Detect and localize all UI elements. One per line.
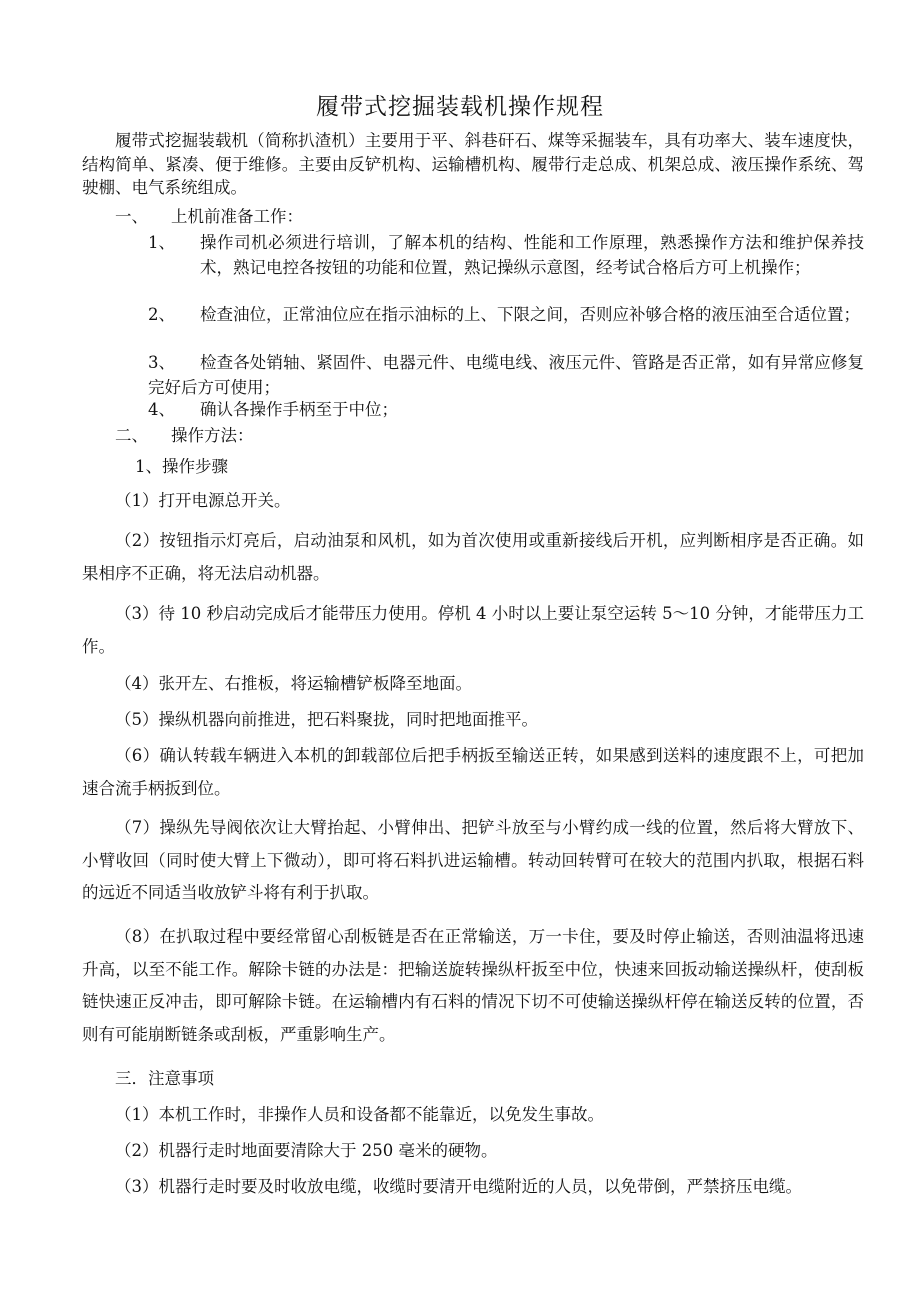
section-2-heading xyxy=(115,424,254,448)
prep-item-2 xyxy=(148,303,864,328)
step-2: （2）按钮指示灯亮后，启动油泵和风机，如为首次使用或重新接线后开机，应判断相序是否正确。如果相序不正确，将无法启动机器。 xyxy=(82,531,864,583)
prep-item-text: 操作司机必须进行培训，了解本机的结构、性能和工作原理，熟悉操作方法和维护保养技术，熟记电控各按钮的功能和位置，熟记操纵示意图，经考试合格后方可上机操作； xyxy=(200,233,864,277)
step-4: （4）张开左、右推板，将运输槽铲板降至地面。 xyxy=(115,674,472,693)
prep-item-number: 3、 xyxy=(148,353,175,372)
prep-item-text: 检查油位，正常油位应在指示油标的上、下限之间，否则应补够合格的液压油至合适位置； xyxy=(200,305,860,324)
notice-1: （1）本机工作时，非操作人员和设备都不能靠近，以免发生事故。 xyxy=(115,1105,604,1124)
intro-paragraph: 履带式挖掘装载机（简称扒渣机）主要用于平、斜巷矸石、煤等采掘装车，具有功率大、装车速度快，结构简单、紧凑、便于维修。主要由反铲机构、运输槽机构、履带行走总成、机架总成、液压操作系统、驾驶棚、电气系统组成。 xyxy=(82,131,864,197)
section-2-number: 二、 xyxy=(115,426,148,445)
section-3-heading: 三．注意事项 xyxy=(115,1069,214,1088)
step-3: （3）待 10 秒启动完成后才能带压力使用。停机 4 小时以上要让泵空运转 5～10 分钟，才能带压力工作。 xyxy=(82,604,864,656)
section-2-title: 操作方法： xyxy=(171,426,254,445)
prep-item-text: 确认各操作手柄至于中位； xyxy=(200,400,398,419)
prep-item-number: 1、 xyxy=(148,233,175,252)
subsection-heading: 1、操作步骤 xyxy=(135,457,228,476)
step-7: （7）操纵先导阀依次让大臂抬起、小臂伸出、把铲斗放至与小臂约成一线的位置，然后将大臂放下、小臂收回（同时使大臂上下微动），即可将石料扒进运输槽。转动回转臂可在较大的范围内扒取，根据石料的远近不同适当收放铲斗将有利于扒取。 xyxy=(82,818,864,902)
step-5: （5）操纵机器向前推进，把石料聚拢，同时把地面推平。 xyxy=(115,710,538,729)
document-title: 履带式挖掘装载机操作规程 xyxy=(316,94,604,120)
prep-item-number: 4、 xyxy=(148,400,175,419)
notice-2: （2）机器行走时地面要清除大于 250 毫米的硬物。 xyxy=(115,1141,498,1160)
section-1-title: 上机前准备工作： xyxy=(171,207,303,226)
prep-item-number: 2、 xyxy=(148,305,175,324)
section-1-number: 一、 xyxy=(115,207,148,226)
prep-item-3 xyxy=(148,351,864,400)
prep-item-1 xyxy=(148,231,864,280)
step-8: （8）在扒取过程中要经常留心刮板链是否在正常输送，万一卡住，要及时停止输送，否则油温将迅速升高，以至不能工作。解除卡链的办法是：把输送旋转操纵杆扳至中位，快速来回扳动输送操纵杆，使刮板链快速正反冲击，即可解除卡链。在运输槽内有石料的情况下切不可使输送操纵杆停在输送反转的位置，否则有可能崩断链条或刮板，严重影响生产。 xyxy=(82,927,864,1044)
prep-item-text: 检查各处销轴、紧固件、电器元件、电缆电线、液压元件、管路是否正常，如有异常应修复完好后方可使用； xyxy=(148,353,864,397)
section-1-heading xyxy=(115,205,303,229)
notice-3: （3）机器行走时要及时收放电缆，收缆时要清开电缆附近的人员，以免带倒，严禁挤压电缆。 xyxy=(115,1177,802,1196)
step-1: （1）打开电源总开关。 xyxy=(115,491,291,510)
step-6: （6）确认转载车辆进入本机的卸载部位后把手柄扳至输送正转，如果感到送料的速度跟不上，可把加速合流手柄扳到位。 xyxy=(82,746,864,798)
prep-item-4 xyxy=(148,398,864,423)
